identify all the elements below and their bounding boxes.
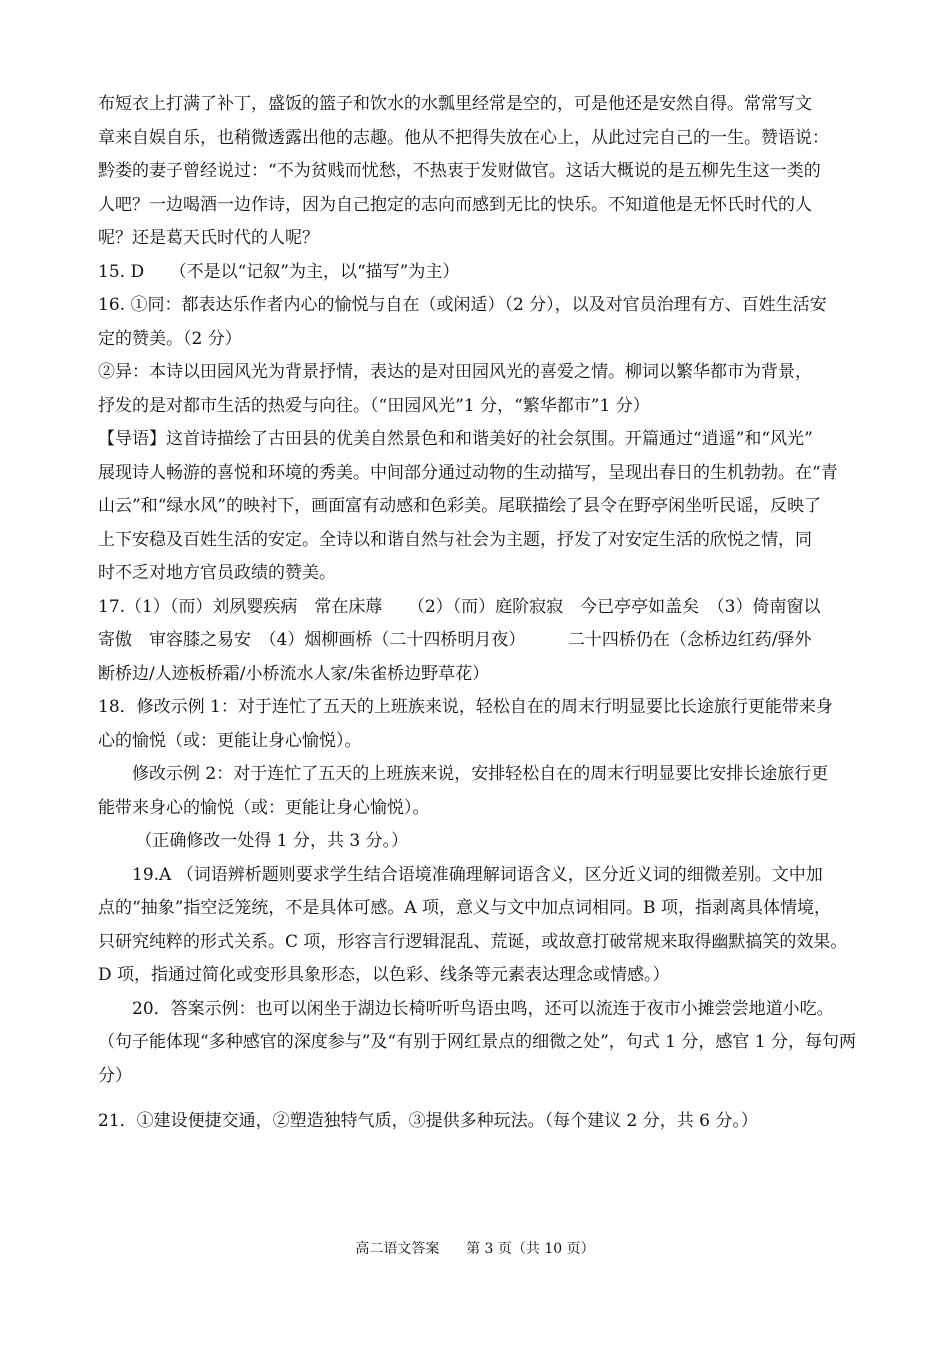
translation-line: 黔娄的妻子曾经说过：“不为贫贱而忧愁，不热衷于发财做官。这话大概说的是五柳先生这一类的 (98, 161, 821, 181)
footer-page-number: 第 3 页（共 10 页） (466, 1241, 595, 1257)
answer-16-same: 16. ①同：都表达乐作者内心的愉悦与自在（或闲适）（2 分），以及对官员治理有方、百姓生活安 (98, 295, 827, 315)
answer-17: 断桥边/人迹板桥霜/小桥流水人家/朱雀桥边野草花） (98, 663, 490, 684)
answer-18-scoring: （正确修改一处得 1 分，共 3 分。） (135, 831, 409, 851)
answer-18-example-2: 修改示例 2：对于连忙了五天的上班族来说，安排轻松自在的周末行明显要比安排长途旅行更 (132, 764, 829, 784)
guide-text: 展现诗人畅游的喜悦和环境的秀美。中间部分通过动物的生动描写，呈现出春日的生机勃勃。在“青 (98, 462, 838, 483)
answer-16-diff: ②异：本诗以田园风光为背景抒情，表达的是对田园风光的喜爱之情。柳词以繁华都市为背景， (98, 362, 812, 382)
answer-19: 点的“抽象”指空泛笼统，不是具体可感。A 项，意义与文中加点词相同。B 项，指剥离具体情境， (98, 898, 831, 918)
guide-text: 时不乏对地方官员政绩的赞美。 (98, 563, 336, 583)
answer-16-diff: 抒发的是对都市生活的热爱与向往。（“田园风光”1 分，“繁华都市”1 分） (98, 395, 650, 416)
answer-16-same: 定的赞美。（2 分） (98, 328, 242, 349)
footer-spacer (444, 1241, 462, 1257)
guide-text: 山云”和“绿水风”的映衬下，画面富有动感和色彩美。尾联描绘了县令在野亭闲坐听民谣，反映了 (98, 496, 822, 516)
guide-text: 上下安稳及百姓生活的安定。全诗以和谐自然与社会为主题，抒发了对安定生活的欣悦之情，同 (98, 529, 812, 550)
answer-18: 心的愉悦（或：更能让身心愉悦）。 (98, 730, 362, 751)
answer-18-example-2: 能带来身心的愉悦（或：更能让身心愉悦）。 (98, 797, 430, 818)
answer-19: 19.A （词语辨析题则要求学生结合语境准确理解词语含义，区分近义词的细微差别。文中加 (132, 864, 823, 885)
answer-20: （句子能体现“多种感官的深度参与”及“有别于网红景点的细微之处”，句式 1 分，感官 1 分，每句两 (98, 1032, 857, 1052)
answer-17: 寄傲 审容膝之易安 （4）烟柳画桥（二十四桥明月夜） 二十四桥仍在（念桥边红药/驿外 (98, 630, 812, 650)
answer-15: 15. D （不是以“记叙”为主，以“描写”为主） (98, 261, 460, 282)
answer-18: 18．修改示例 1：对于连忙了五天的上班族来说，轻松自在的周末行明显要比长途旅行更能带来身 (98, 697, 833, 717)
guide-text: 【导语】这首诗描绘了古田县的优美自然景色和和谐美好的社会氛围。开篇通过“逍遥”和“风光” (98, 429, 813, 449)
answer-20: 分） (98, 1065, 132, 1086)
answer-21: 21．①建设便捷交通，②塑造独特气质，③提供多种玩法。（每个建议 2 分，共 6 分。） (98, 1111, 758, 1131)
answer-20: 20．答案示例：也可以闲坐于湖边长椅听听鸟语虫鸣，还可以流连于夜市小摊尝尝地道小吃。 (132, 998, 834, 1019)
answer-content (98, 88, 868, 1139)
page-footer (0, 1238, 950, 1258)
translation-line: 章来自娱自乐，也稍微透露出他的志趣。他从不把得失放在心上，从此过完自己的一生。赞语说： (98, 127, 829, 148)
footer-title: 高二语文答案 (355, 1241, 440, 1257)
answer-19: D 项，指通过简化或变形具象形态，以色彩、线条等元素表达理念或情感。） (98, 965, 670, 985)
translation-line: 人吧？一边喝酒一边作诗，因为自己抱定的志向而感到无比的快乐。不知道他是无怀氏时代的人 (98, 194, 812, 215)
spacer (98, 1093, 868, 1105)
translation-line: 呢？还是葛天氏时代的人呢？ (98, 228, 319, 248)
answer-17: 17.（1）（而）刘夙婴疾病 常在床蓐 （2）（而）庭阶寂寂 今已亭亭如盖矣 （3）倚南窗以 (98, 596, 821, 617)
answer-19: 只研究纯粹的形式关系。C 项，形容言行逻辑混乱、荒诞，或故意打破常规来取得幽默搞笑的效果。 (98, 931, 848, 952)
translation-line: 布短衣上打满了补丁，盛饭的篮子和饮水的水瓢里经常是空的，可是他还是安然自得。常常写文 (98, 94, 812, 114)
